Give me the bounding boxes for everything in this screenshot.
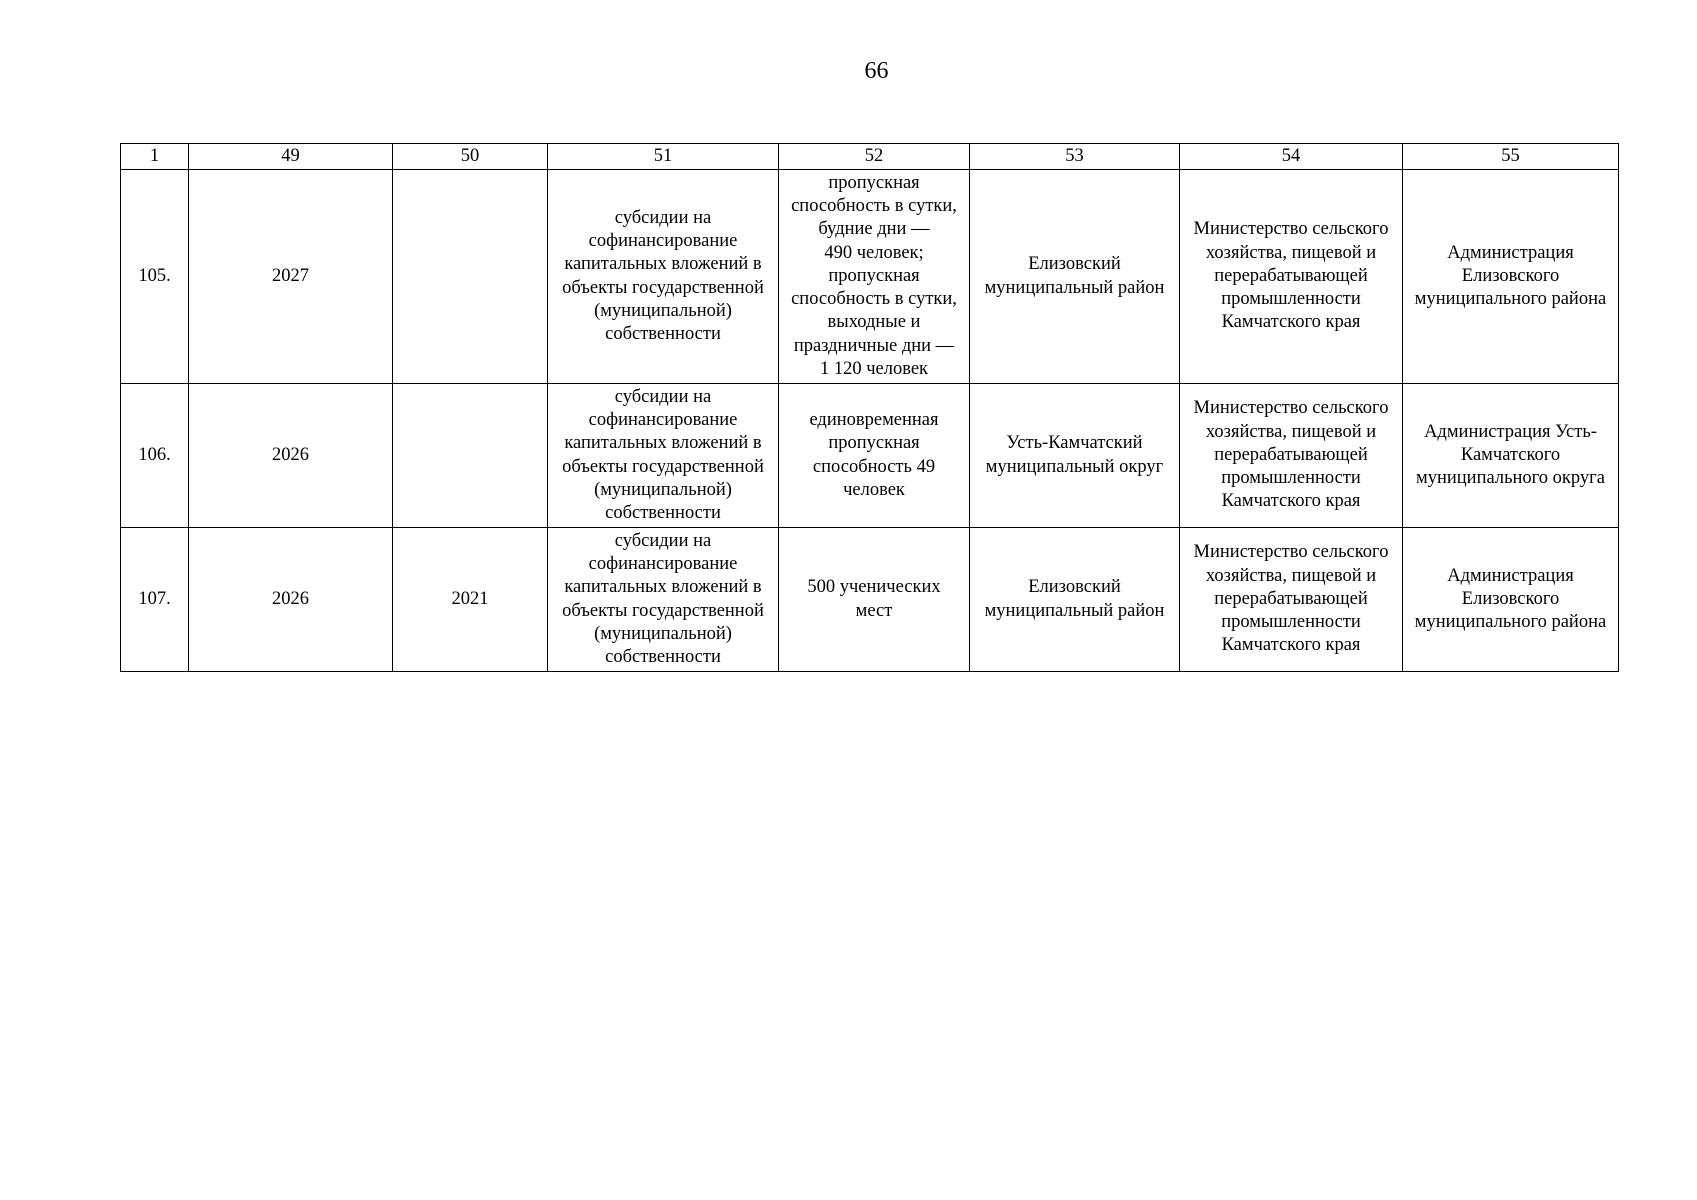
row-number-cell: 106.: [121, 384, 189, 528]
col-50-cell: [393, 170, 548, 384]
capacity-cell: 500 ученических мест: [779, 528, 970, 672]
ministry-cell: Министерство сельского хозяйства, пищевой и перерабатывающей промышленности Камчатского края: [1180, 384, 1403, 528]
column-header-54: 54: [1180, 144, 1403, 170]
ministry-cell: Министерство сельского хозяйства, пищевой и перерабатывающей промышленности Камчатского края: [1180, 528, 1403, 672]
year-cell: 2027: [189, 170, 393, 384]
column-header-53: 53: [970, 144, 1180, 170]
year-cell: 2026: [189, 384, 393, 528]
column-header-49: 49: [189, 144, 393, 170]
funding-type-cell: субсидии на софинансирование капитальных вложений в объекты государственной (муниципальной) собственности: [548, 170, 779, 384]
administration-cell: Администрация Елизовского муниципального района: [1403, 528, 1619, 672]
table-row: [121, 528, 1619, 672]
column-header-51: 51: [548, 144, 779, 170]
column-header-1: 1: [121, 144, 189, 170]
row-number-cell: 107.: [121, 528, 189, 672]
municipality-cell: Елизовский муниципальный район: [970, 170, 1180, 384]
municipality-cell: Елизовский муниципальный район: [970, 528, 1180, 672]
year-cell: 2026: [189, 528, 393, 672]
ministry-cell: Министерство сельского хозяйства, пищевой и перерабатывающей промышленности Камчатского края: [1180, 170, 1403, 384]
capacity-cell: единовременная пропускная способность 49 человек: [779, 384, 970, 528]
capacity-cell: пропускная способность в сутки, будние дни — 490 человек; пропускная способность в сутки, выходные и праздничные дни — 1 120 человек: [779, 170, 970, 384]
municipality-cell: Усть-Камчатский муниципальный округ: [970, 384, 1180, 528]
column-header-55: 55: [1403, 144, 1619, 170]
column-header-52: 52: [779, 144, 970, 170]
row-number-cell: 105.: [121, 170, 189, 384]
administration-cell: Администрация Елизовского муниципального района: [1403, 170, 1619, 384]
col-50-cell: [393, 384, 548, 528]
funding-type-cell: субсидии на софинансирование капитальных вложений в объекты государственной (муниципальной) собственности: [548, 384, 779, 528]
table-row: [121, 384, 1619, 528]
column-header-50: 50: [393, 144, 548, 170]
header-row: [121, 144, 1619, 170]
col-50-cell: 2021: [393, 528, 548, 672]
funding-type-cell: субсидии на софинансирование капитальных вложений в объекты государственной (муниципальной) собственности: [548, 528, 779, 672]
table-row: [121, 170, 1619, 384]
page-number: 66: [864, 58, 889, 84]
administration-cell: Администрация Усть- Камчатского муниципального округа: [1403, 384, 1619, 528]
data-table: [120, 143, 1619, 672]
